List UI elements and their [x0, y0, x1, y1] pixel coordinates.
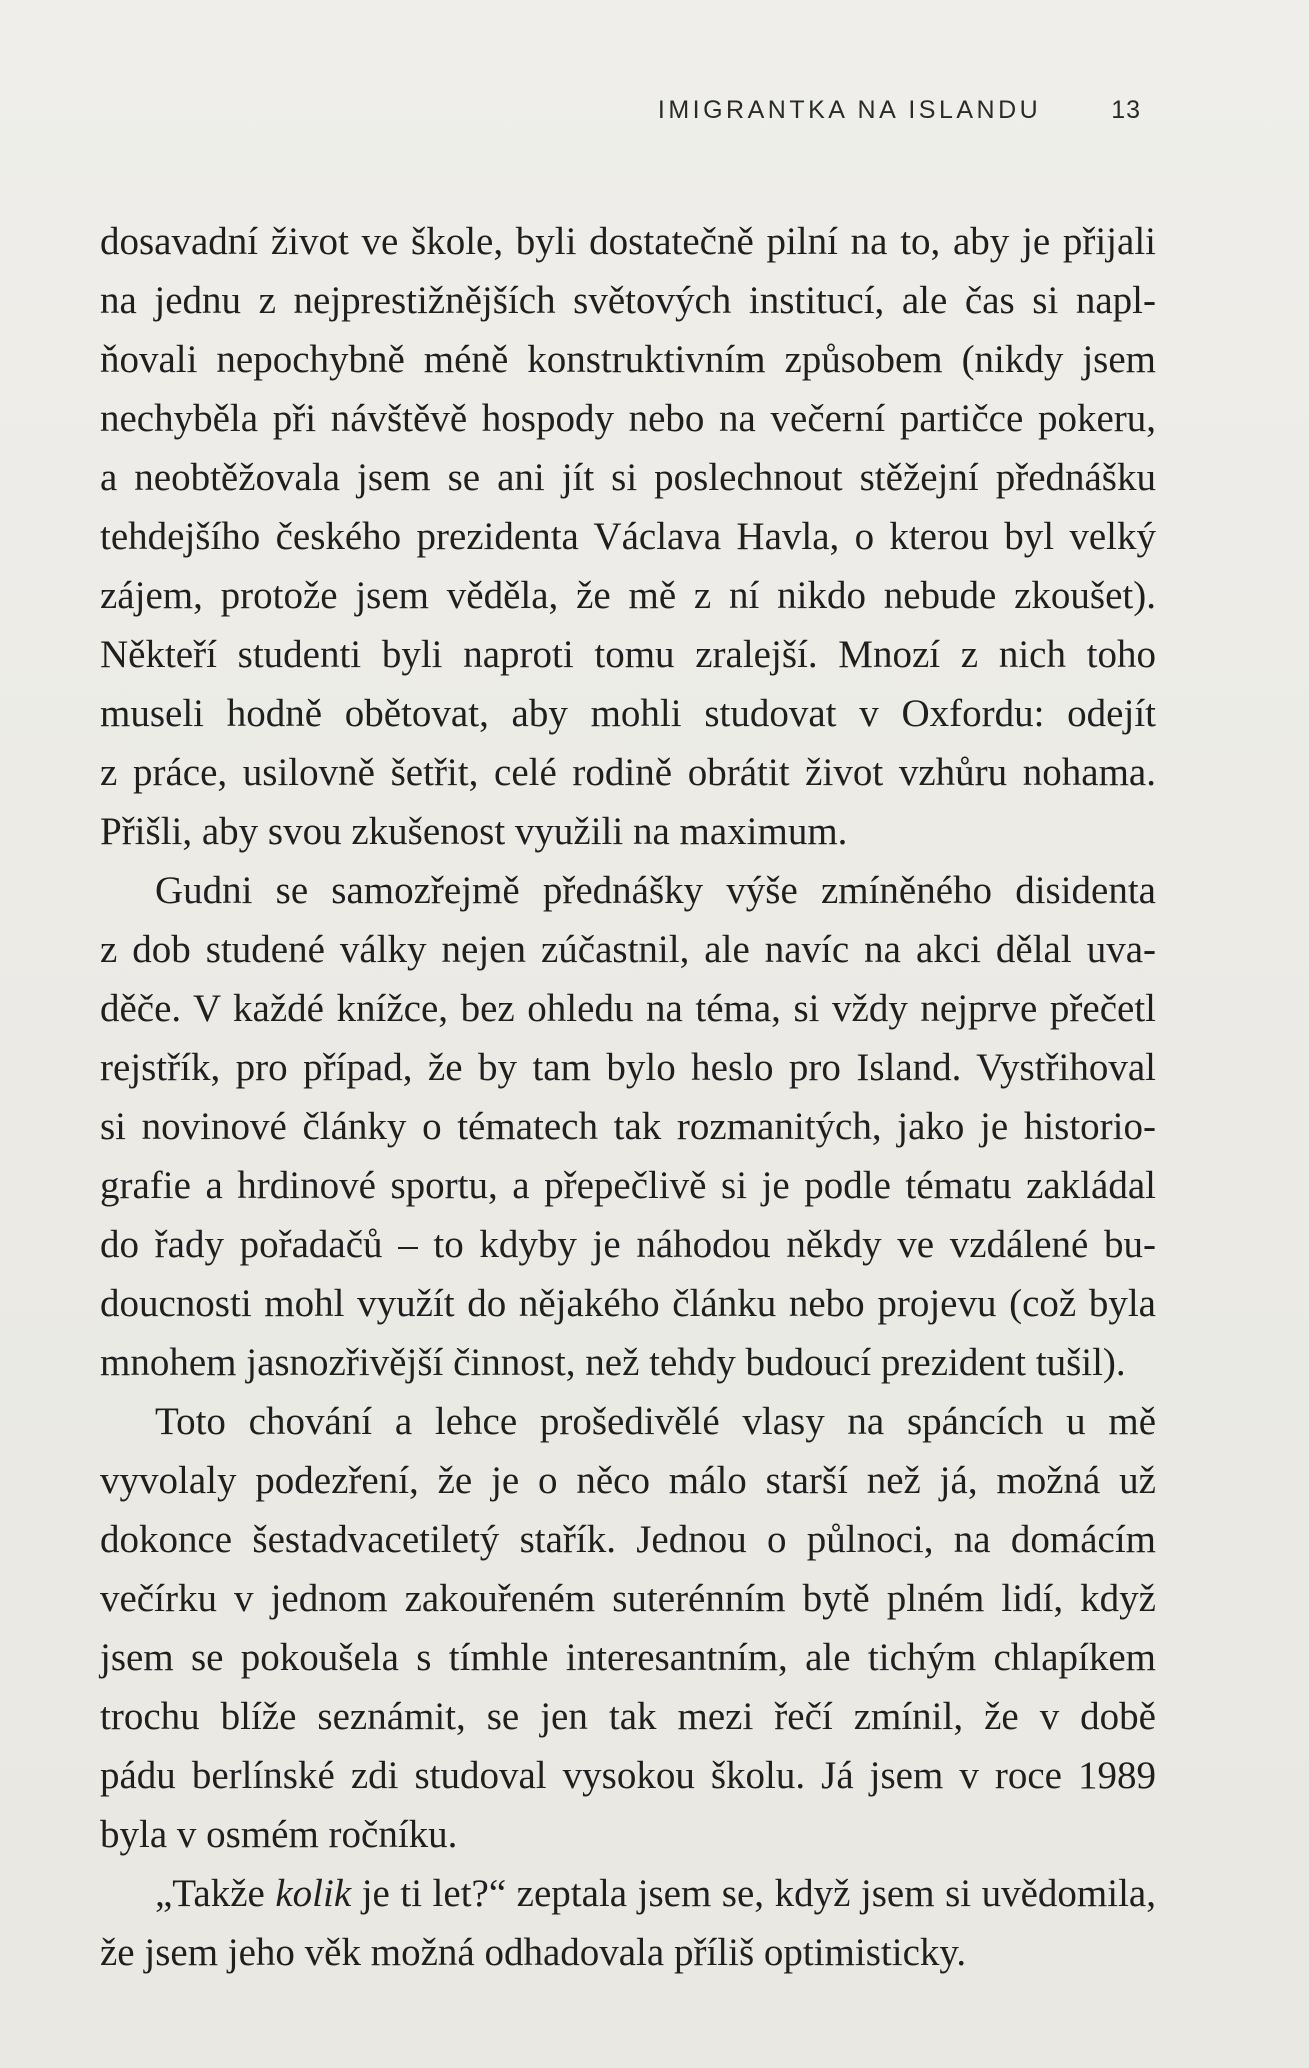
text-line: a neobtěžovala jsem se ani jít si poslechnout stěžejní přednášku — [100, 456, 1156, 499]
text-line: z práce, usilovně šetřit, celé rodině obrátit život vzhůru nohama. — [100, 751, 1156, 794]
quote-emphasis: kolik — [275, 1872, 352, 1915]
text-line: tehdejšího českého prezidenta Václava Havla, o kterou byl velký — [100, 515, 1156, 558]
page-number: 13 — [1111, 96, 1141, 124]
text-line: grafie a hrdinové sportu, a přepečlivě si je podle tématu zakládal — [100, 1164, 1156, 1207]
text-line: na jednu z nejprestižnějších světových institucí, ale čas si napl- — [100, 279, 1156, 322]
text-line: děče. V každé knížce, bez ohledu na téma, si vždy nejprve přečetl — [100, 987, 1156, 1030]
text-line: Někteří studenti byli naproti tomu zralejší. Mnozí z nich toho — [100, 633, 1156, 676]
text-line: rejstřík, pro případ, že by tam bylo heslo pro Island. Vystřihoval — [100, 1046, 1156, 1089]
text-line: museli hodně obětovat, aby mohli studovat v Oxfordu: odejít — [100, 692, 1156, 735]
running-title: IMIGRANTKA NA ISLANDU — [657, 96, 1042, 124]
text-line: ňovali nepochybně méně konstruktivním způsobem (nikdy jsem — [100, 338, 1156, 381]
body-text — [100, 212, 1156, 1982]
text-line: si novinové články o tématech tak rozmanitých, jako je historio- — [100, 1105, 1156, 1148]
quote-after: je ti let?“ zeptala jsem se, když jsem si uvědomila, — [351, 1872, 1156, 1915]
paragraph-end-line: Přišli, aby svou zkušenost využili na maximum. — [100, 810, 848, 853]
text-line: zájem, protože jsem věděla, že mě z ní nikdo nebude zkoušet). — [100, 574, 1156, 617]
paragraph-end-line: mnohem jasnozřivější činnost, než tehdy budoucí prezident tušil). — [100, 1341, 1126, 1384]
quote-before: „Takže — [155, 1872, 276, 1915]
text-line: dokonce šestadvacetiletý stařík. Jednou o půlnoci, na domácím — [100, 1518, 1156, 1561]
text-line: dosavadní život ve škole, byli dostatečně pilní na to, aby je přijali — [100, 220, 1156, 263]
text-line: pádu berlínské zdi studoval vysokou školu. Já jsem v roce 1989 — [100, 1754, 1156, 1797]
text-line: z dob studené války nejen zúčastnil, ale navíc na akci dělal uva- — [100, 928, 1156, 971]
paragraph-end-line: byla v osmém ročníku. — [100, 1813, 458, 1856]
text-line: do řady pořadačů – to kdyby je náhodou někdy ve vzdálené bu- — [100, 1223, 1156, 1266]
text-line: nechyběla při návštěvě hospody nebo na večerní partičce pokeru, — [100, 397, 1156, 440]
dialogue-line — [100, 1864, 1156, 1923]
text-line: vyvolaly podezření, že je o něco málo starší než já, možná už — [100, 1459, 1156, 1502]
paragraph-start-line: Gudni se samozřejmě přednášky výše zmíněného disidenta — [155, 869, 1156, 912]
final-line: že jsem jeho věk možná odhadovala příliš optimisticky. — [100, 1931, 967, 1974]
text-line: jsem se pokoušela s tímhle interesantním, ale tichým chlapíkem — [100, 1636, 1156, 1679]
paragraph-start-line: Toto chování a lehce prošedivělé vlasy na spáncích u mě — [155, 1400, 1156, 1443]
running-header — [658, 96, 1141, 125]
text-line: trochu blíže seznámit, se jen tak mezi řečí zmínil, že v době — [100, 1695, 1156, 1738]
text-line: doucnosti mohl využít do nějakého článku nebo projevu (což byla — [100, 1282, 1156, 1325]
text-line: večírku v jednom zakouřeném suterénním bytě plném lidí, když — [100, 1577, 1156, 1620]
